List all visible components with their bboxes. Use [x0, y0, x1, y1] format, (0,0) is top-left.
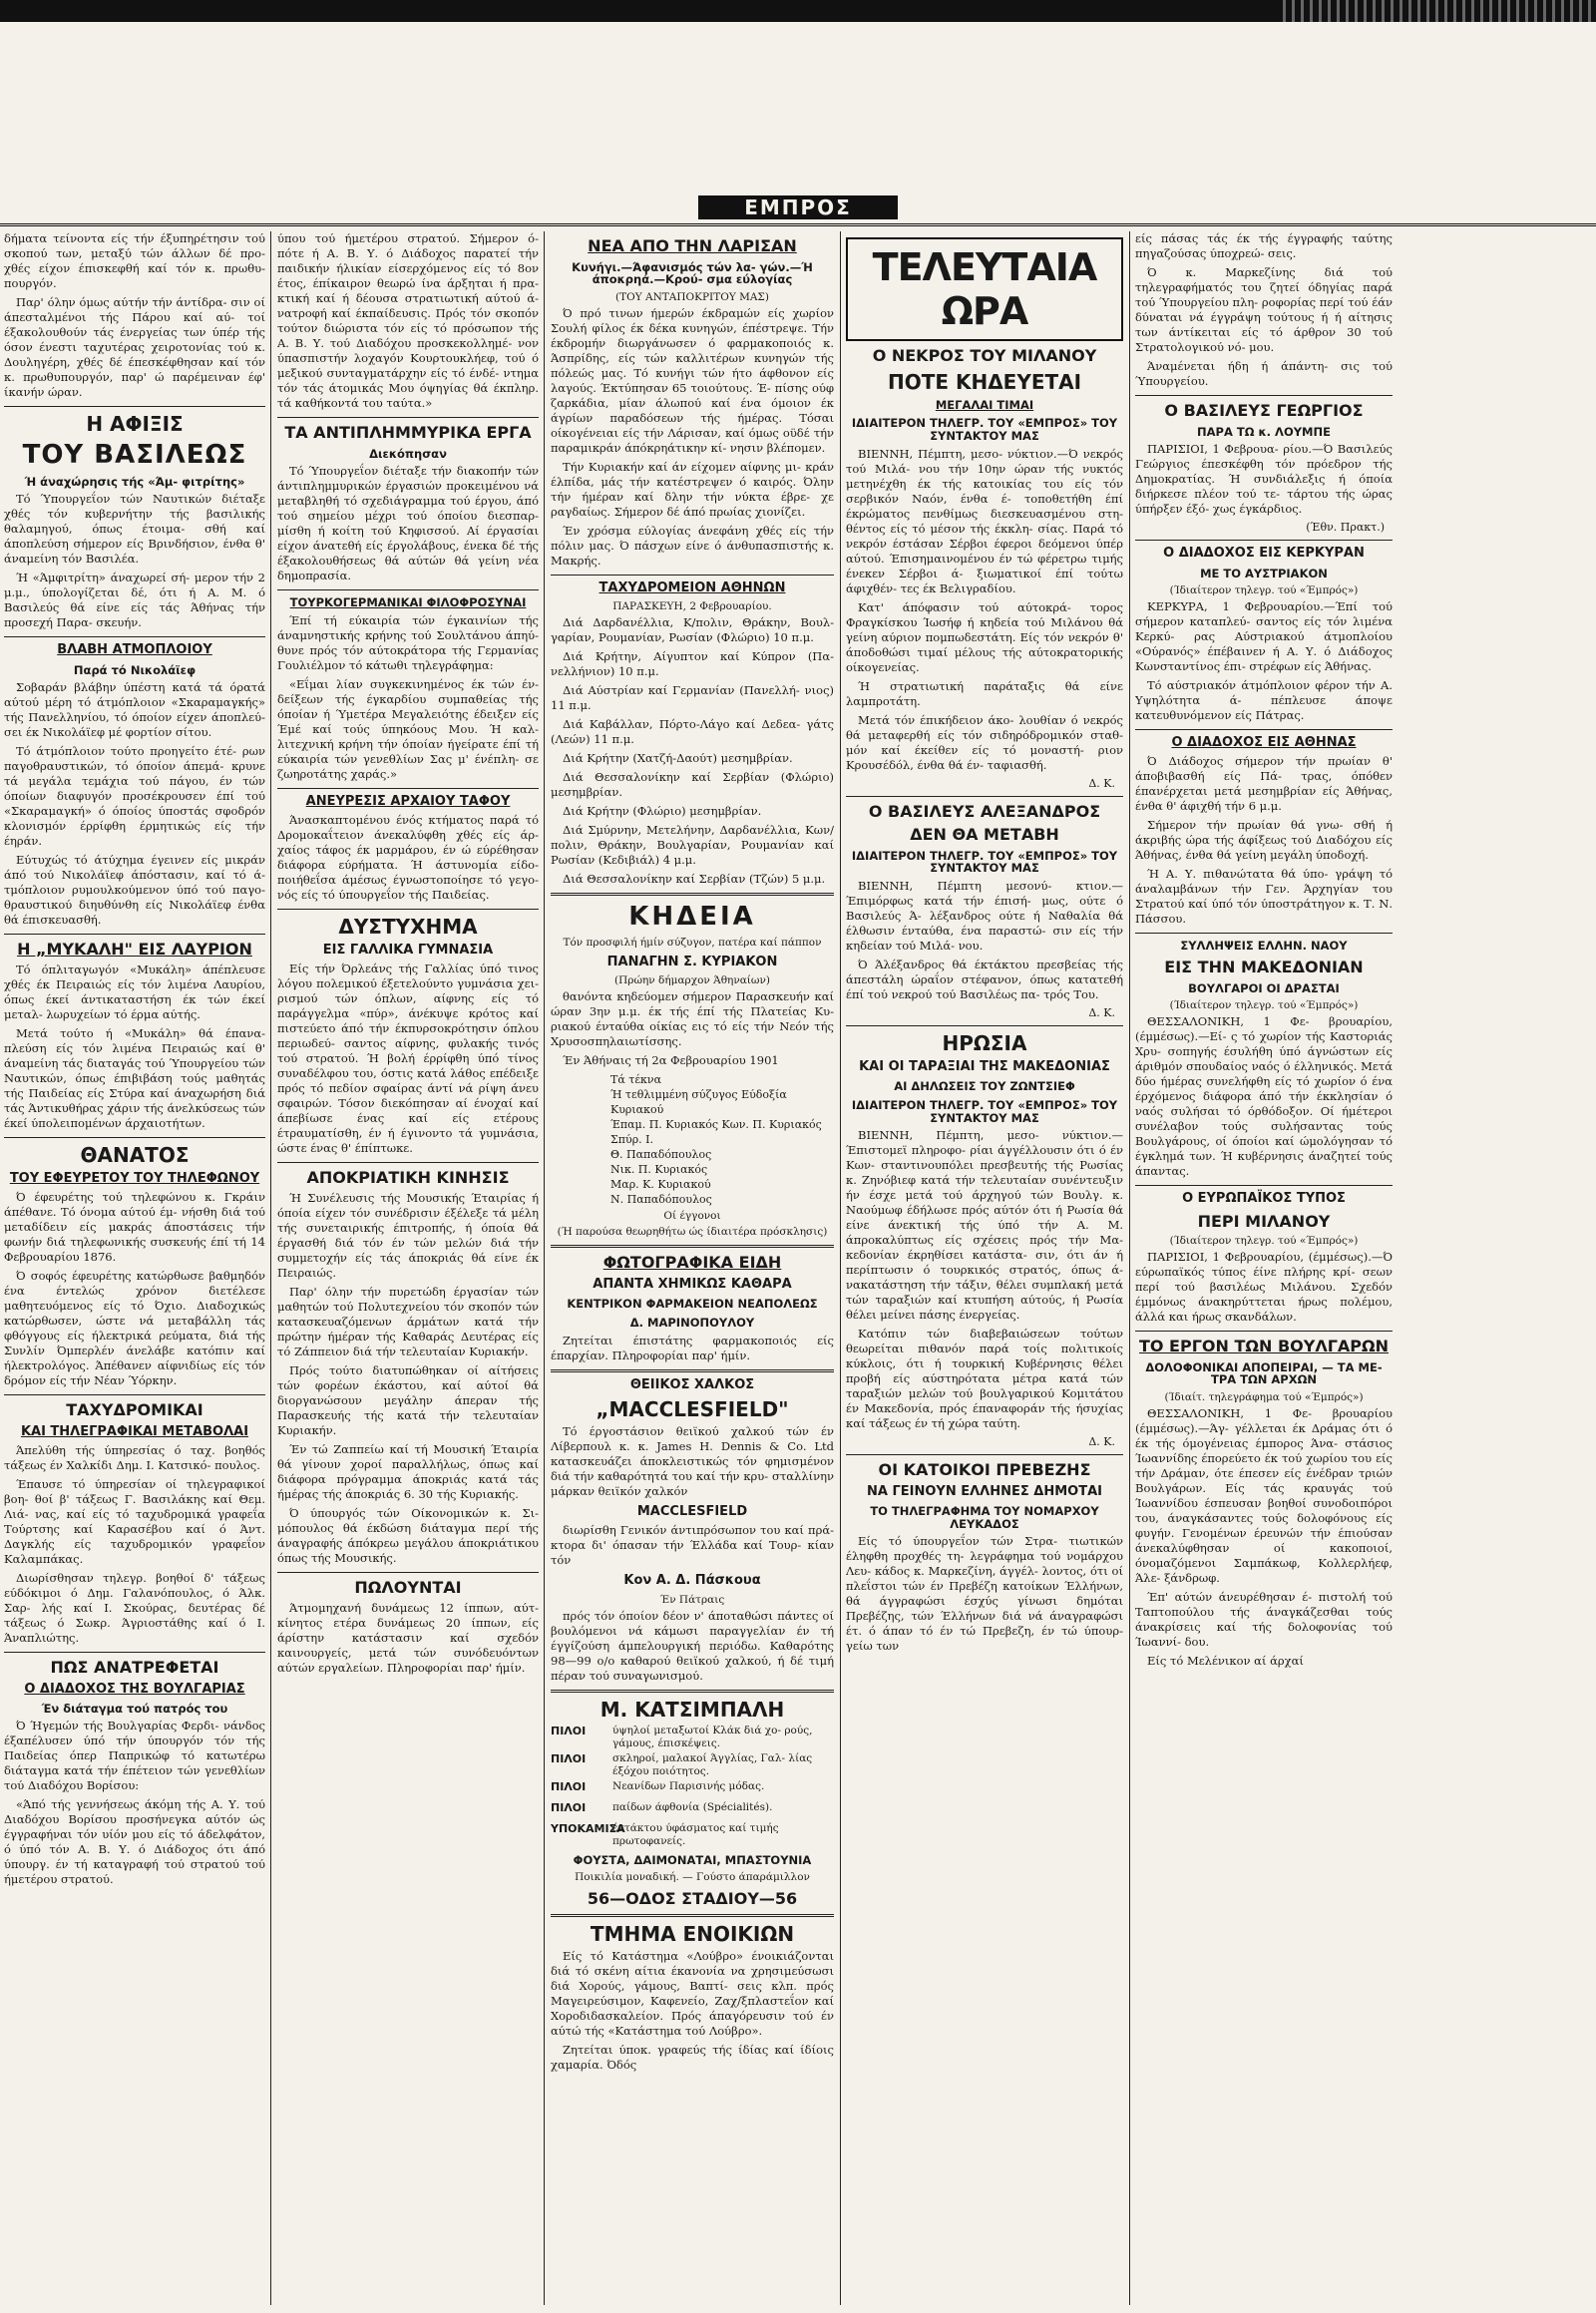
paragraph: Άναμένεται ήδη ή άπάντη- σις τού Ύπουργείου.	[1135, 359, 1393, 388]
headline-funeral-when: ΠΟΤΕ ΚΗΔΕΥΕΤΑΙ	[887, 369, 1082, 394]
funeral-note: (Ή παρούσα θεωρηθήτω ώς ίδιαιτέρα πρόσκλησις)	[557, 1226, 828, 1239]
paragraph: Ζητείται έπιστάτης φαρμακοποιός είς έπαρχίαν. Πληροφορίαι παρ' ήμίν.	[551, 1333, 834, 1362]
paragraph: Είς τήν Όρλεάνς τής Γαλλίας ύπό τινος λόγου πολεμικού έξετελούντο γυμνάσια χει- ρισμού τών όπλων, αίφνης είς τό παράγγελμα «πύρ», άνέκυψε κρότος καί πιστεύετο άπό τήν έκπυρσοκρότησιν όπλου περιωδεύ- σαντος αίφνης, φυλακής τινός τού στρατού. Ή βολή έρρίφθη ύπό τίνος συναδέλφου του, όστις κατά λάθος επέδειξε πρός τό πεδίον σφαίρας άντί νά ρίψη άνευ σφαιρών. Τόσον διεκόπησαν αί ένοχαί καί άπεβίωσε ένας καί είς ετέρους έτραυματίσθη, έν ή έγινοντο τά γυμνάσια, ώστε ένας θ' έπίπτωκε.	[277, 962, 539, 1156]
author-signature: Δ. Κ.	[1088, 776, 1115, 790]
schedule-line: Διά Καβάλλαν, Πόρτο-Λάγο καί Δεδεα- γάτς (Λεών) 11 π.μ.	[551, 717, 834, 747]
divider	[551, 893, 834, 896]
paragraph: Ή «Άμφιτρίτη» άναχωρεί σή- μερον τήν 2 μ.μ., ύπολογίζεται δέ, ότι ή Α. Μ. ό Βασιλεύς θά είνε είς τάς Άθήνας τήν προσεχή Παρα- σκευήν.	[4, 571, 265, 630]
headline-bulgaria-2: Ο ΔΙΑΔΟΧΟΣ ΤΗΣ ΒΟΥΛΓΑΡΙΑΣ	[24, 1681, 245, 1697]
divider	[277, 589, 539, 590]
divider	[1135, 729, 1393, 730]
ad-photo-pharmacy: ΚΕΝΤΡΙΚΟΝ ΦΑΡΜΑΚΕΙΟΝ ΝΕΑΠΟΛΕΩΣ	[567, 1297, 818, 1312]
headline-crown-prince-corfu: Ο ΔΙΑΔΟΧΟΣ ΕΙΣ ΚΕΡΚΥΡΑΝ	[1163, 546, 1365, 562]
paragraph: Ό πρό τινων ήμερών έκδραμών είς χωρίον Σουλή φίλος έκ δέκα κυνηγών, έπέστρεψε. Τήν έκδρομήν διωργάνωσεν ό φαρμακοποιός κ. Άσπρίδης, είς τών καλλιτέρων κυνηγών τής πόλεώς μας. Τό κυνήγι τών ήτο άφθονον είς λαγούς. Έκτύπησαν 65 τοιούτους. Έ- πίσης ούφ ζαρκάδια, μίαν άλωπού καί ένα όμοιον έκ άγρίων παραδόσεων τής ήμέρας. Τόσαι οίκογένειαι είς τήν Λάρισαν, καί όμως οϋδέ τήν παραμικράν άπόκρηάτικην κί- νησιν βλέπομεν.	[551, 305, 834, 455]
paragraph: Διωρίσθησαν τηλεγρ. βοηθοί δ' τάξεως εύδόκιμοι ό Δημ. Γαλανόπουλος, ό Άλκ. Σαρ- λής καί Ι. Σκούρας, δευτέρας δέ τάξεως ό Σωκρ. Άγριοστάθης καί ό Ι. Άναπλιώτης.	[4, 1570, 265, 1645]
schedule-line: Διά Κρήτην, Αίγυπτον καί Κύπρον (Πα- νελλήνιον) 10 π.μ.	[551, 649, 834, 679]
headline-postal: ΤΑΧΥΔΡΟΜΙΚΑΙ	[66, 1400, 203, 1420]
paragraph: Έπί τή εύκαιρία τών έγκαινίων τής άναμνηστικής κρήνης τού Σουλτάνου άπηύ- θυνε πρός τόν αύτοκράτορα τής Γερμανίας Γουλιέλμον τό κάτωθι τηλεγράφημα:	[277, 612, 539, 672]
headline-greek-citizens: ΝΑ ΓΕΙΝΟΥΝ ΕΛΛΗΝΕΣ ΔΗΜΟΤΑΙ	[867, 1483, 1102, 1499]
mourner: Νικ. Π. Κυριακός	[610, 1163, 708, 1177]
paragraph: Ό ύπουργός τών Οίκονομικών κ. Σι- μόπουλος θά έκδώση διάταγμα περί τής άναγραφής άπόκρεω μεγάλου άποκριάτικου όπως τής Μουσικής.	[277, 1506, 539, 1566]
ad-rental-title: ΤΜΗΜΑ ΕΝΟΙΚΙΩΝ	[590, 1921, 795, 1946]
headline-macedonia-unrest: ΚΑΙ ΟΙ ΤΑΡΑΞΙΑΙ ΤΗΣ ΜΑΚΕΔΟΝΙΑΣ	[859, 1058, 1110, 1074]
headline-death: ΘΑΝΑΤΟΣ	[80, 1142, 190, 1167]
paragraph: Παρ' όλην τήν πυρετώδη έργασίαν τών μαθητών τού Πολυτεχνείου τόν σκοπόν τών κατασκευαζόμενων άρμάτων κατά τήν πρώτην ήμέραν τής Καθαράς Δευτέρας είς τό Ζάππειον διά τήν τελευταίαν Κυριακήν.	[277, 1285, 539, 1359]
ad-item-label: ΠΙΛΟΙ	[551, 1724, 587, 1737]
mourner: Ή τεθλιμμένη σύζυγος Εύδοξία Κυριακού	[610, 1088, 787, 1117]
paragraph: θανόντα κηδεύομεν σήμερον Παρασκευήν καί ώραν 3ην μ.μ. έκ τής έπί τής Πλατείας Κυ- ριακού ένταύθα οίκίας εις τό είς τήν Νεόν τής Χρυσοσπηλαιωτίσσης.	[551, 989, 834, 1049]
schedule-date: ΠΑΡΑΣΚΕΥΗ, 2 Φεβρουαρίου.	[612, 600, 772, 613]
telegram-credit: (Ίδιαίτερον τηλεγρ. τού «Έμπρός»)	[1169, 1235, 1359, 1248]
ad-item-label: ΥΠΟΚΑΜΙΣΑ	[551, 1821, 625, 1835]
schedule-line: Διά Δαρδανέλλια, Κ/πολιν, Θράκην, Βουλ- γαρίαν, Ρουμανίαν, Ρωσίαν (Φλώριο) 10 π.μ.	[551, 615, 834, 645]
paragraph: Άτμομηχανή δυνάμεως 12 ίππων, αύτ- κίνητος ετέρα δυνάμεως 20 ίππων, είς άρίστην κατάστασιν καί σχεδόν καινουργείς, μετά τών συνόδευόντων αύτών εργαλείων. Πληροφορίαι παρ' ήμίν.	[277, 1600, 539, 1675]
grandchildren-label: Οί έγγονοι	[663, 1210, 721, 1223]
divider	[551, 1914, 834, 1917]
subheading: ΜΕ ΤΟ ΑΥΣΤΡΙΑΚΟΝ	[1200, 566, 1328, 580]
divider	[551, 575, 834, 576]
headline-will-not-go: ΔΕΝ ΘΑ ΜΕΤΑΒΗ	[910, 825, 1059, 845]
newspaper-title: ΕΜΠΡΟΣ	[698, 195, 898, 219]
paragraph: Τό έργοστάσιον θειϊκού χαλκού τών έν Λίβερπουλ κ. κ. James H. Dennis & Co. Ltd κατασκευάζει άποκλειστικώς τόν φημισμένον διά τήν καθαρότητά του καί τήν κρυ- σταλλίνην μάρκαν θειϊκόν χαλκόν	[551, 1423, 834, 1498]
mourner: Έπαμ. Π. Κυριακός Κων. Π. Κυριακός	[610, 1118, 822, 1132]
paragraph: ΠΑΡΙΣΙΟΙ, 1 Φεβρουα- ρίου.—Ό Βασιλεύς Γεώργιος έπεσκέφθη τόν πρόεδρον τής Δημοκρατίας. Ή συνδιάλεξις ή όποία διήρκεσε πλέον τού τε- τάρτου τής ώρας ύπήρξεν έξό- χως έγκάρδιος.	[1135, 442, 1393, 517]
paragraph: ύπου τού ήμετέρου στρατού. Σήμερον ό- πότε ή Α. Β. Υ. ό Διάδοχος παρατεί τήν παιδικήν ήλικίαν είσερχόμενος είς τό 8ον έτος, έπίκαιρον θεωρώ ίνα άρξηται ή πρα- κτική καί ή δέουσα στρατιωτική αύτού ά- νατροφή καί έκπαίδευσις. Πρός τόν σκοπόν τούτον διώριστα τόν είς τό πρόσωπον τής Α. Β. Υ. τού Διαδόχου προσκεκολλημέ- νον ύπασπιστήν λοχαγόν Κουρτουκλήεφ, τού ό μεξικού συνταγματάρχην είς τό ένδέ- ντημα τόν τάς άτομικάς Μου όψηγίας θά έκπληρ. τά καθήκοντά του ταύτα.»	[277, 231, 539, 410]
paragraph: Τό άτμόπλοιον τούτο προηγείτο έτέ- ρων παγοθραυστικών, τό όποίον άπεμά- κρυνε τά μεγάλα τεμάχια τού πάγου, έν τών όποίων διαφυγόν προσέκρουσεν έπί τού «Σκαραμαγκή» ό όποίος ύποστάς σφοδρόν κλονισμόν έρρίφθη έρμητικώς είς τήν έηράν.	[4, 744, 265, 849]
ad-item	[551, 1725, 834, 1750]
divider	[551, 1690, 834, 1693]
divider	[277, 417, 539, 418]
paragraph: είς πάσας τάς έκ τής έγγραφής ταύτης πηγαζούσας ύποχρεώ- σεις.	[1135, 231, 1393, 260]
divider	[1135, 1331, 1393, 1332]
headline-macedonia: ΕΙΣ ΤΗΝ ΜΑΚΕΔΟΝΙΑΝ	[1164, 958, 1364, 977]
schedule-line: Διά Θεσσαλονίκην καί Σερβίαν (Φλώριο) μεσημβρίαν.	[551, 770, 834, 800]
paragraph: Έν Άθήναις τή 2α Φεβρουαρίου 1901	[563, 1053, 779, 1068]
headline-king: ΤΟΥ ΒΑΣΙΛΕΩΣ	[22, 440, 247, 470]
funeral-title: ΚΗΔΕΙΑ	[628, 902, 756, 933]
ad-photo-owner: Δ. ΜΑΡΙΝΟΠΟΥΛΟΥ	[629, 1316, 755, 1330]
headline-russia: ΗΡΩΣΙΑ	[942, 1030, 1027, 1055]
headline-turco-german: ΤΟΥΡΚΟΓΕΡΜΑΝΙΚΑΙ ΦΙΛΟΦΡΟΣΥΝΑΙ	[289, 595, 527, 610]
schedule-line: Διά Κρήτην (Φλώριο) μεσημβρίαν.	[563, 804, 762, 819]
column-2	[277, 231, 539, 2305]
last-hour-box	[846, 237, 1123, 341]
telegram-credit: (Ίδιαίτερον τηλεγρ. τού «Έμπρός»)	[1169, 999, 1359, 1012]
headline-post-office: ΤΑΧΥΔΡΟΜΕΙΟΝ ΑΘΗΝΩΝ	[598, 579, 786, 595]
telegram-credit: (Ίδιαίτ. τηλεγράφημα τού «Έμπρός»)	[1164, 1391, 1364, 1404]
paragraph: ΘΕΣΣΑΛΟΝΙΚΗ, 1 Φε- βρουαρίου (έμμέσως).—Άγ- γέλλεται έκ Δράμας ότι ό έκ τής όμογένειας έμπορος Άνα- στάσιος Ίωαννίδης έπορεύετο έκ τού χωρίου του είς τήν Δράμαν, ότε έπεσεν είς ένέδραν τριών Βουλγάρων. Είς τάς κραυγάς τού Ίωαννίδου έσπευσαν βοηθοί συνοδοιπόροι του, άναγκάσαντες τούς δολοφόνους είς φυγήν. Γενομένων έρευνών τήν έπιούσαν άνεκαλύφθησαν οί κακοποιοί, όνομαζόμενοι Σαμπάκωφ, Κολλερλήεφ, Άλε- ξάνδρωφ.	[1135, 1406, 1393, 1586]
column-1	[4, 231, 265, 2305]
paragraph: Ό Διάδοχος σήμερον τήν πρωίαν θ' άποβιβασθή είς Πά- τρας, όπόθεν έπανέρχεται μετά μεσημβρίαν είς Άθήνας, ένθα θ' άφιχθή τήν 6 μ.μ.	[1135, 754, 1393, 814]
subheading: Ή άναχώρησις τής «Άμ- φιτρίτης»	[24, 474, 245, 489]
headline-church-robbery: ΣΥΛΛΗΨΕΙΣ ΕΛΛΗΝ. ΝΑΟΥ	[1180, 939, 1348, 954]
paragraph: Ό Άλέξανδρος θά έκτάκτου πρεσβείας τής άπεστάλη ώραΐον στέφανον, όπως κατατεθή έπί τού νεκρού τού Βασιλέως πα- τρός Του.	[846, 957, 1123, 1001]
ad-copper-agent: Κον Α. Δ. Πάσκουα	[623, 1573, 761, 1589]
mourner: Θ. Παπαδόπουλος	[610, 1148, 712, 1162]
column-rule	[1129, 231, 1130, 2305]
paragraph: ΒΙΕΝΝΗ, Πέμπτη μεσονύ- κτιον.—Έπιμόρφως κατά τήν έπισή- μως, ούτε ό Βασιλεύς Ά- λέξανδρος ούτε ή Ναθαλία θά έλθωσιν ένταύθα, ένα παραστώ- σιν είς τήν κηδείαν τού Μιλά- νου.	[846, 878, 1123, 953]
subheading: ΔΟΛΟΦΟΝΙΚΑΙ ΑΠΟΠΕΙΡΑΙ, — ΤΑ ΜΕ- ΤΡΑ ΤΩΝ ΑΡΧΩΝ	[1145, 1359, 1383, 1387]
paragraph: Έπαυσε τό ύπηρεσίαν οί τηλεγραφικοί βοη- θοί β' τάξεως Γ. Βασιλάκης καί Θεμ. Λιά- νας, καί είς τό ταχυδρομικά γραφεΐα Τούρτσης καί Καρασέβου καί ό Άντ. Δαγκλής είς ταχυδρομικόν γραφεΐον Καλαμπάκας.	[4, 1476, 265, 1566]
telegram-credit: ΤΟ ΤΗΛΕΓΡΑΦΗΜΑ ΤΟΥ ΝΟΜΑΡΧΟΥ ΛΕΥΚΑΔΟΣ	[870, 1504, 1099, 1531]
column-4	[846, 231, 1123, 2305]
paragraph: Σήμερον τήν πρωίαν θά γνω- σθή ή άκριβής ώρα τής άφίξεως τού Διαδόχου είς Άθήνας, ένθα θά γείνη μεγάλη ύποδοχή.	[1135, 818, 1393, 863]
headline-bulgaria: ΠΩΣ ΑΝΑΤΡΕΦΕΤΑΙ	[50, 1657, 219, 1677]
subheading: ΑΙ ΔΗΛΩΣΕΙΣ ΤΟΥ ΖΩΝΤΣΙΕΦ	[894, 1079, 1075, 1094]
paragraph: πρός τόν όποίον δέον ν' άποταθώσι πάντες οί βουλόμενοι νά κάμωσι παραγγελίαν έν τή έγγίζούση άμπελουργική περιόδω. Καθαρότης 98—99 ο/ο καθαρού θειϊκού χαλκού, ή δέ τιμή πέραν τού συναγωνισμού.	[551, 1608, 834, 1683]
paragraph: Ό σοφός έφευρέτης κατώρθωσε βαθμηδόν ένα έντελώς χρόνον διετέλεσε μαθητευόμενος είς τό Όχιο. Διαδοχικώς κατώρθωσεν, ώστε νά μεταβάλλη τάς φθόγγους είς ήλεκτρικά ρεύματα, διά τής Συνλίν Όμπερλέν άνελάβε κατόπιν καί ήλεκτρολόγος. Άπέθανεν αίφνιδίως είς τόν δρόμον είς τήν Νέαν Ύόρκην.	[4, 1269, 265, 1388]
paragraph: «Εΐμαι λίαν συγκεκινημένος έκ τών έν- δείξεων τής έγκαρδίου συμπαθείας τής όποίαν ή Ύμετέρα Μεγαλειότης έδειξεν είς Έμέ καί τούς ύπηκόους Μου. Ή καλ- λιτεχνική κρήνη τήν όποίαν ήγείρατε έπί τή εύκαιρία τών γενεθλίων Σας μ' ένέπλη- σε ζωηροτάτης χαράς.»	[277, 676, 539, 781]
subheading: Παρά τό Νικολάϊεφ	[73, 662, 197, 677]
paragraph: Σοβαράν βλάβην ύπέστη κατά τά όρατά αύτού μέρη τό άτμόπλοιον «Σκαραμαγκής» τής Πανελληνίου, τό όποίον είχεν άποπλεύ- σει έκ Νικολάϊεφ μέ φορτίον σίτου.	[4, 680, 265, 740]
headline-last-hour: ΤΕΛΕΥΤΑΙΑ ΩΡΑ	[872, 245, 1097, 333]
divider	[277, 909, 539, 910]
deceased-role: (Πρώην δήμαρχον Άθηναίων)	[614, 974, 770, 987]
funeral-intro: Τόν προσφιλή ήμίν σύζυγον, πατέρα καί πάππον	[563, 937, 822, 950]
telegram-credit: ΙΔΙΑΙΤΕΡΟΝ ΤΗΛΕΓΡ. ΤΟΥ «ΕΜΠΡΟΣ» ΤΟΥ ΣΥΝΤΑΚΤΟΥ ΜΑΣ	[851, 848, 1118, 876]
paragraph: Άνασκαπτομένου ένός κτήματος παρά τό Δρομοκαΐτειον άνεκαλύφθη χθές είς άρ- χαίος τάφος έκ μαρμάρου, έν ώ εύρέθησαν διάφορα εύρήματα. Ή άστυνομία είδο- ποιήθεΐσα άμέσως έγνωστοποίησε τό γεγο- νός είς τό ύπουργεΐον τής Παιδείας.	[277, 813, 539, 903]
scan-edge	[1277, 0, 1596, 22]
headline-accident: ΔΥΣΤΥΧΗΜΑ	[338, 915, 478, 940]
paragraph: Έν χρόσμα εύλογίας άνεφάνη χθές είς τήν πόλιν μας. Ό πάσχων είνε ό άνθυπασπιστής κ. Μακρής.	[551, 523, 834, 568]
subheading: ΠΑΡΑ ΤΩ κ. ΛΟΥΜΠΕ	[1197, 424, 1331, 439]
divider	[4, 1137, 265, 1138]
divider	[4, 934, 265, 935]
paragraph: Είς τό ύπουργεΐον τών Στρα- τιωτικών έληφθη προχθές τη- λεγράφημα τού νομάρχου Λευ- κάδος κ. Μαρκεζίνη, άγγέλ- λοντος, ότι οί πλεΐστοι τών έν Πρεβέζη κατοίκων Έλλήνων, θά άγγραφώσι έσχύς γίνωσι δημόται Πρεβέζης, τών Έλλήνων διά νά άναγραφώσι έτ. ό άπαν τό έν τώ Πρεβεζη, έν τώ ύπουρ- γείω των	[846, 1534, 1123, 1654]
top-scan-bar	[0, 0, 1596, 22]
column-5	[1135, 231, 1393, 2305]
ad-copper-title: ΘΕΙΙΚΟΣ ΧΑΛΚΟΣ	[629, 1376, 755, 1392]
column-rule	[270, 231, 271, 2305]
divider	[4, 1652, 265, 1653]
paragraph: Ό Ήγεμών τής Βουλγαρίας Φερδι- νάνδος έξαπέλυσεν ύπό τήν ύπουργόν τόν τής Παιδείας όπερ Παπρικώφ τό κατωτέρω διάταγμα κατά τήν έπέτειον τών γενεθλίων τού Διαδόχου Βορίσου:	[4, 1719, 265, 1793]
headline-preveza: ΟΙ ΚΑΤΟΙΚΟΙ ΠΡΕΒΕΖΗΣ	[878, 1460, 1091, 1480]
schedule-line: Διά Σμύρνην, Μετελήνην, Δαρδανέλλια, Κων/πολιν, Θράκην, Βουλγαρίαν, Ρουμανίαν καί Ρωσίαν (Κεδιβιάλ) 4 μ.μ.	[551, 823, 834, 868]
paragraph: ΘΕΣΣΑΛΟΝΙΚΗ, 1 Φε- βρουαρίου, (έμμέσως).—Εί- ς τό χωρίον τής Καστοριάς Χρυ- σοπηγής έσυλήθη ύπό άγνώστων είς άριθμόν σπουδαίος ναός ό έλληνικός. Μετά δύο ήμέρας συνελήφθη είς τό χωρίον ό ένα έρχόμενος διάφορα άπό τήν έκκλησίαν ό ναός συλήσαι τό όρθόδοξον. Οί ήμέτεροι συνέλαβον τούς συλήσαντας τούς Βουλγάρους, οί όποίοι καί ώμολόγησαν τό έγκλημά των. Ή κυβέρνησις άναζητεί τούς άπαντας.	[1135, 1014, 1393, 1179]
mourner: Μαρ. Κ. Κυριακού	[610, 1178, 711, 1192]
paragraph: ΠΑΡΙΣΙΟΙ, 1 Φεβρουαρίου, (έμμέσως).—Ό εύρωπαϊκός τύπος έίνε πλήρης κρί- σεων περί τού βασιλέως Μιλάνου. Σχεδόν έμμόνως άνακηρύττεται ήρως πολέμου, άλλά και ήρως σκανδάλων.	[1135, 1250, 1393, 1325]
divider	[1135, 395, 1393, 396]
divider	[4, 1394, 265, 1395]
paragraph: Τήν Κυριακήν καί άν είχομεν αίφνης μι- κράν έλπίδα, μάς τήν κατέστρεψεν ό καιρός. Όλην τήν ήμέραν καί δλην τήν νύκτα έβρε- χε ραγδαίως. Σήμερον δέ άπό πρωίας χιονίζει.	[551, 459, 834, 519]
paragraph: Ζητείται ύποκ. γραφεύς τής ίδίας καί ίδίοις χαμαρία. Όδός	[551, 2042, 834, 2072]
divider	[1135, 1185, 1393, 1186]
paragraph: Τό αύστριακόν άτμόπλοιον φέρον τήν Α. Υψηλότητα ά- πέπλευσε άποψε κατευθυνόμενον είς Πάτρας.	[1135, 678, 1393, 723]
headline-king-alexander: Ο ΒΑΣΙΛΕΥΣ ΑΛΕΞΑΝΔΡΟΣ	[868, 801, 1101, 821]
paragraph: Ή στρατιωτική παράταξις θά είνε λαμπροτάτη.	[846, 678, 1123, 708]
ad-item-label: ΠΙΛΟΙ	[551, 1800, 587, 1814]
paragraph: ΚΕΡΚΥΡΑ, 1 Φεβρουαρίου.—Έπί τού σήμερον καταπλεύ- σαντος είς τόν λιμένα Κερκύ- ρας Αύστριακού άτμοπλοίου «Ούρανός» έπέβαινεν ή Α. Υ. ό Διάδοχος Κωνσταντίνος έπι- στρέφων είς Άθήνας.	[1135, 599, 1393, 674]
paragraph: Τό όπλιταγωγόν «Μυκάλη» άπέπλευσε χθές έκ Πειραιώς είς τόν λιμένα Λαυρίου, όπως έκεί άντικαταστήση έκ τών έκεί μεταλ- λωρυχείων τό έρμα αύτής.	[4, 962, 265, 1021]
headline-larisa: ΝΕΑ ΑΠΟ ΤΗΝ ΛΑΡΙΣΑΝ	[588, 236, 797, 255]
column-rule	[544, 231, 545, 2305]
mourners-list	[551, 1072, 834, 1207]
paragraph: «Άπό τής γεννήσεως άκόμη τής Α. Υ. τού Διαδόχου Βορίσου προσήνεγκα αύτόν ώς έγγραφήναι τόν υίόν μου είς τό άδελφάτον, ό ύπό τόν Α. Β. Υ. ό Διάδοχος ότι άπό ύπουργ. έν τή καταγραφή τού στρατού τού ήμετέρου στρατού.	[4, 1797, 265, 1887]
deceased-name: ΠΑΝΑΓΗΝ Σ. ΚΥΡΙΑΚΟΝ	[606, 955, 778, 970]
paragraph: Τό Ύπουργεΐον τών Ναυτικών διέταξε χθές τόν κυβερνήτην τής βασιλικής θαλαμηγού, όπως έτοιμα- σθή καί άποπλεύση σήμερον είς Βρινδήσιον, ένθα θ' άναμείνη τόν Βασιλέα.	[4, 492, 265, 567]
ad-item-label: ΠΙΛΟΙ	[551, 1751, 587, 1765]
headline-accident-2: ΕΙΣ ΓΑΛΛΙΚΑ ΓΥΜΝΑΣΙΑ	[322, 943, 494, 959]
ad-copper-brand: „MACCLESFIELD"	[596, 1396, 789, 1421]
headline-flood-works: ΤΑ ΑΝΤΙΠΛΗΜΜΥΡΙΚΑ ΕΡΓΑ	[284, 423, 532, 442]
source-credit: (Έθν. Πρακτ.)	[1306, 521, 1385, 535]
headline-mykali: Η „ΜΥΚΑΛΗ" ΕΙΣ ΛΑΥΡΙΟΝ	[17, 940, 252, 960]
paragraph: Είς τό Κατάστημα «Λούβρο» ένοικιάζονται διά τό σκένη αίτια έκανονία να χρησιμεύσωσι διά Χορούς, γάμους, Βαπτί- σεις κλπ. πρός Μαγειρεύσιμον, Καφενείο, Ζαχ/ξπλαστεΐον καί Χοροδιδασκαλείον. Πρός άπαγόρευσιν τού έν αύτώ τής «Κατάστημα τού Λούβρο».	[551, 1948, 834, 2038]
mourners-label: Τά τέκνα	[610, 1073, 662, 1087]
ad-photo-sub: ΑΠΑΝΤΑ ΧΗΜΙΚΩΣ ΚΑΘΑΡΑ	[593, 1277, 792, 1293]
ad-item-text: ύψηλοί μεταξωτοί Κλάκ διά χο- ρούς, γάμους, έπισκέψεις.	[612, 1724, 813, 1749]
ad-hats-tagline: ΦΟΥΣΤΑ, ΔΑΙΜΟΝΑΤΑΙ, ΜΠΑΣΤΟΥΝΙΑ	[573, 1852, 812, 1867]
paragraph: Τό Ύπουργεΐον διέταξε τήν διακοπήν τών άντιπλημμυρικών έργασιών προκειμένου νά μεταβληθή τό σχεδιάγραμμα τού έργου, άπό τού σημείου μέχρι τού όποίου διεσπαρ- μίσθη ή κοίτη τού Κηφισσού. Αί έργασίαι είχον άνατεθή είς έργολάβους, ένεκα δέ τής έξακολουθήσεως θά αύτών θά γείνη νέα δημοπρασία.	[277, 464, 539, 583]
ad-item-text: παίδων άφθονία (Spécialités).	[612, 1800, 773, 1813]
divider	[1135, 933, 1393, 934]
telegram-credit: ΙΔΙΑΙΤΕΡΟΝ ΤΗΛΕΓΡ. ΤΟΥ «ΕΜΠΡΟΣ» ΤΟΥ ΣΥΝΤΑΚΤΟΥ ΜΑΣ	[851, 416, 1118, 443]
paragraph: Μετά τόν έπικήδειον άκο- λουθίαν ό νεκρός θά μεταφερθή είς τόν σιδηρόδρομικόν σταθ- μόν καί έκείθεν είς τό μοναστή- ριον Κρουσέδόλ, ένθα θά έν- ταφιασθή.	[846, 712, 1123, 772]
paragraph: Μετά τούτο ή «Μυκάλη» θά έπανα- πλεύση είς τόν λιμένα Πειραιώς καί θ' άναμείνη τάς διαταγάς τού Ύπουργείου τών Ναυτικών, όπως έπιβιβάση τούς μαθητάς τής Παιδείας είς Στύρα καί άναχωρήση διά τάς Άντικυθήρας χάριν τής άνελκύσεως τών έκεί ύπολειπομένων άρχαιοτήτων.	[4, 1025, 265, 1130]
paragraph: Ό έφευρέτης τού τηλεφώνου κ. Γκράιν άπέθανε. Τό όνομα αύτού έμ- νήσθη διά τού μεταδίδειν είς μακράς άποστάσεις τήν φωνήν διά τηλεφωνικής συσκευής έπί τή 14 Φεβρουαρίου 1876.	[4, 1190, 265, 1265]
subheading: Διεκόπησαν	[369, 446, 447, 461]
schedule-line: Διά Θεσσαλονίκην καί Σερβίαν (Τζών) 5 μ.μ.	[563, 872, 826, 887]
paragraph: Είς τό Μελένικον αί άρχαί	[1147, 1654, 1304, 1669]
ad-item-text: έκτάκτου ύφάσματος καί τιμής πρωτοφανείς.	[612, 1821, 779, 1847]
paragraph: Πρός τούτο διατυπώθηκαν οί αίτήσεις τών φορέων έκάστου, καί αύτοί θά διοργανώσουν μεγάλην άπεραν τής Παρασκευής τής κατά τήν τελευταίαν Κυριακήν.	[277, 1363, 539, 1438]
divider	[277, 1162, 539, 1163]
paragraph: Ή Συνέλευσις τής Μουσικής Έταιρίας ή όποία είχεν τόν συνέδρισιν έξέλεξε τά μέλη τής συνεταιρικής έπιτροπής, ή όποία θά έργασθή διά τόν έν τών μελών διά τήν συμμετοχήν είς τάς άποκριάς θά είνε έκ Πειραιώς.	[277, 1191, 539, 1281]
subheading: Έν διάταγμα τού πατρός του	[41, 1701, 228, 1716]
paragraph: Άπελύθη τής ύπηρεσίας ό ταχ. βοηθός τάξεως έν Χαλκίδι Δημ. Ι. Κατσικό- πουλος.	[4, 1442, 265, 1472]
schedule-line: Διά Κρήτην (Χατζή-Δαούτ) μεσημβρίαν.	[563, 751, 793, 766]
paragraph: ΒΙΕΝΝΗ, Πέμπτη, μεσο- νύκτιον.—Έπιστομεϊ πληροφο- ρίαι άγγέλλουσιν ότι ό έν Κων- σταντινουπόλει πρεσβευτής τής Ρωσίας κ. Ζηνόβιεφ κατά τήν τελευταίαν συνέντευξιν ήν έσχε μετά τού άρχηγού τών Βουλγ. κ. Ναούμωφ έδήλωσε πρός αύτόν ότι ή Ρωσία θά είνε άνεκτική τής ύπό τήν Α. Μ. άπροκαλύπτως είς σχέσεις πρός τήν Μα- κεδονίαν έκρηθίσει κατάστα- σιν, ότι άν ή περίπτωσιν ό τουρκικός στρατός, όπως ά- νακατάστηση τήν τάξιν, θέλει συμπλακή μετά τών ταραξιών καί κτυπήση αύτούς, ή Ρωσία θέλει μείνει πάσης ένεργείας.	[846, 1128, 1123, 1323]
paragraph: Κατόπιν τών διαβεβαιώσεων τούτων θεωρείται πιθανόν παρά τοίς πολιτικοίς κύκλοις, ότι ή τουρκική Κυβέρνησις θέλει προβή είς αύστηρότατα μέτρα κατά τών ταραξιών μελών τού βουλγαρικού Κομιτάτου έν Μακεδονία, πρός έπαναφοράν τής ήσυχίας καί τάξεως έν τή χώρα ταύτη.	[846, 1327, 1123, 1431]
paragraph: Ό κ. Μαρκεζίνης διά τού τηλεγραφήματός του ζητεί όδηγίας παρά τού Ύπουργείου πλη- ροφορίας περί τού έάν δύναται νά έγγράψη τούτους ή ή αίτησις των άντίκειται είς τό άρθρον 30 τού Στρατολογικού νό- μου.	[1135, 265, 1393, 354]
headline-for-sale: ΠΩΛΟΥΝΤΑΙ	[354, 1578, 462, 1598]
ad-item-text: σκληροί, μαλακοί Άγγλίας, Γαλ- λίας έξόχου ποιότητος.	[612, 1751, 813, 1777]
mourner: Ν. Παπαδόπουλος	[610, 1193, 712, 1207]
ad-hats-address: 56—ΟΔΟΣ ΣΤΑΔΙΟΥ—56	[587, 1889, 798, 1909]
divider	[846, 796, 1123, 797]
headline-crown-prince-athens: Ο ΔΙΑΔΟΧΟΣ ΕΙΣ ΑΘΗΝΑΣ	[1171, 735, 1357, 751]
headline-telephone: ΤΟΥ ΕΦΕΥΡΕΤΟΥ ΤΟΥ ΤΗΛΕΦΩΝΟΥ	[9, 1170, 260, 1186]
mourner: Σπύρ. Ι.	[610, 1133, 653, 1147]
ad-copper-brand-2: MACCLESFIELD	[636, 1503, 748, 1519]
ad-hats-tagline-2: Ποικιλία μοναδική. — Γούστο άπαράμιλλον	[575, 1871, 810, 1884]
ad-item	[551, 1780, 834, 1799]
masthead	[0, 195, 1596, 226]
author-signature: Δ. Κ.	[1088, 1435, 1115, 1449]
ad-item	[551, 1822, 834, 1848]
headline-postal-2: ΚΑΙ ΤΗΛΕΓΡΑΦΙΚΑΙ ΜΕΤΑΒΟΛΑΙ	[20, 1423, 249, 1439]
paragraph: Ή Α. Υ. πιθανώτατα θά ύπο- γράψη τό άναλαμβάνων τήν Γεν. Άρχηγίαν του Στρατού καί ύπό τόν ύποστράτηγον κ. Τ. Ν. Πάσσου.	[1135, 867, 1393, 927]
ad-item	[551, 1752, 834, 1778]
divider	[846, 1454, 1123, 1455]
paragraph: διωρίσθη Γενικόν άντιπρόσωπον του καί πρά- κτορα δι' όπασαν τήν Έλλάδα καί Τουρ- κίαν τόν	[551, 1523, 834, 1568]
ad-item	[551, 1801, 834, 1820]
divider	[551, 1245, 834, 1248]
subheading: ΜΕΓΑΛΑΙ ΤΙΜΑΙ	[935, 397, 1034, 412]
paragraph: Έπ' αύτών άνευρέθησαν έ- πιστολή τού Ταπτοπούλου τής άναγκάζεσθαι τούς άνακρίσεις καί τής δολοφονίας τού Ίωαννί- δου.	[1135, 1590, 1393, 1650]
divider	[277, 788, 539, 789]
column-rule	[840, 231, 841, 2305]
headline-bulgarian-work: ΤΟ ΕΡΓΟΝ ΤΩΝ ΒΟΥΛΓΑΡΩΝ	[1138, 1337, 1390, 1356]
headline-milan-dead: Ο ΝΕΚΡΟΣ ΤΟΥ ΜΙΛΑΝΟΥ	[872, 346, 1097, 365]
author-signature: Δ. Κ.	[1088, 1005, 1115, 1019]
paragraph: Κατ' άπόφασιν τού αύτοκρά- τορος Φραγκίσκου Ίωσήφ ή κηδεία τού Μιλάνου θά γείνη αύριον πομπωδεστάτη. Είς τόν νεκρόν θ' άποδοθώσι τιμαί μέλους τής αύτοκρατορικής οίκογενείας.	[846, 599, 1123, 674]
divider	[1135, 540, 1393, 541]
ad-item-text: Νεανίδων Παρισινής μόδας.	[612, 1779, 765, 1792]
paragraph: ΒΙΕΝΝΗ, Πέμπτη, μεσο- νύκτιον.—Ό νεκρός τού Μιλά- νου τήν 10ην ώραν τής νυκτός μετηνέχθη έκ τής κατοικίας του είς τόν σερβικόν Ναόν, ένθα έ- τοποθετήθη έπί έκρώματος πενθίμως διεσκευασμένου στη- θέντος είς τό μέσον τής έκκλη- σίας. Παρά τό νεκρόν έστάσαν Σέρβοι έφεροι δεόμενοι ύπέρ αύτού. Έπισημαινομένου έν τώ φέρετρω τιμής ένεκεν Σέρβοι ά- ξιωματικοί έπί τούτω άφιχθέν- τες έκ Βελιγραδίου.	[846, 446, 1123, 595]
headline-carnival: ΑΠΟΚΡΙΑΤΙΚΗ ΚΙΝΗΣΙΣ	[306, 1168, 510, 1188]
telegram-credit: (Ίδιαίτερον τηλεγρ. τού «Έμπρός»)	[1169, 584, 1359, 597]
divider	[277, 1572, 539, 1573]
ad-hats-title: Μ. ΚΑΤΣΙΜΠΑΛΗ	[599, 1697, 785, 1722]
ad-photo-title: ΦΩΤΟΓΡΑΦΙΚΑ ΕΙΔΗ	[602, 1253, 782, 1273]
paragraph: δήματα τείνοντα είς τήν έξυπηρέτησιν τού σκοπού των, μεταξύ τών άλλων δέ προ- χθές είχον έπισκεφθή καί τόν κ. πρωθυ- πουργόν.	[4, 231, 265, 290]
subheading: Κυνήγι.—Άφανισμός τών λα- γών.—Ή άποκρηά.—Κρού- σμα εύλογίας	[572, 259, 813, 287]
headline-european-press: Ο ΕΥΡΩΠΑΪΚΟΣ ΤΥΠΟΣ	[1182, 1191, 1346, 1207]
divider	[551, 1369, 834, 1372]
divider	[4, 636, 265, 637]
paragraph: Παρ' όλην όμως αύτήν τήν άντίδρα- σιν οί άπεσταλμένοι τής Πάρου καί αύ- τοί έξακολουθούν τάς ένεργείας των ύπέρ τής όσον ένεστι ταχυτέρας χειροτονίας τού κ. Δουληγέρη, χθές δέ έπεσκέφθησαν καί τόν κ. πρωθυπουργόν, παρ' ώ παρέμειναν έφ' ίκανήν ώραν.	[4, 295, 265, 399]
headline-arrival: Η ΑΦΙΞΙΣ	[86, 412, 184, 436]
headline-steamship: ΒΛΑΒΗ ΑΤΜΟΠΛΟΙΟΥ	[57, 642, 212, 658]
ad-copper-city: Έν Πάτραις	[659, 1593, 725, 1606]
paragraph: Εύτυχώς τό άτύχημα έγεινεν είς μικράν άπό τού Νικολάϊεφ άπόστασιν, καί τό ά- τμόπλοιον ρυμουλκούμενον ύπό τού παγο- θραυστικού διηυθύνθη είς Νικολάϊεφ ένθα θά έπισκευασθή.	[4, 853, 265, 928]
ad-item-label: ΠΙΛΟΙ	[551, 1779, 587, 1793]
correspondent-credit: (ΤΟΥ ΑΝΤΑΠΟΚΡΙΤΟΥ ΜΑΣ)	[615, 290, 769, 303]
divider	[4, 406, 265, 407]
telegram-credit: ΙΔΙΑΙΤΕΡΟΝ ΤΗΛΕΓΡ. ΤΟΥ «ΕΜΠΡΟΣ» ΤΟΥ ΣΥΝΤΑΚΤΟΥ ΜΑΣ	[851, 1097, 1118, 1125]
column-3	[551, 231, 834, 2305]
paragraph: Έν τώ Ζαππείω καί τή Μουσική Έταιρία θά γίνουν χοροί παραλλήλως, όπως καί διάφορα πρόγραμμα άποκριάς κατά τάς ήμέρας τής άποκριάς 6. 30 τής Κυριακής.	[277, 1442, 539, 1502]
schedule-line: Διά Αύστρίαν καί Γερμανίαν (Πανελλή- νιος) 11 π.μ.	[551, 683, 834, 713]
headline-about-milan: ΠΕΡΙ ΜΙΛΑΝΟΥ	[1197, 1211, 1331, 1231]
headline-king-george: Ο ΒΑΣΙΛΕΥΣ ΓΕΩΡΓΙΟΣ	[1164, 401, 1364, 420]
divider	[846, 1025, 1123, 1026]
subheading: ΒΟΥΛΓΑΡΟΙ ΟΙ ΔΡΑΣΤΑΙ	[1188, 980, 1340, 995]
headline-ancient-tomb: ΑΝΕΥΡΕΣΙΣ ΑΡΧΑΙΟΥ ΤΑΦΟΥ	[305, 793, 511, 809]
